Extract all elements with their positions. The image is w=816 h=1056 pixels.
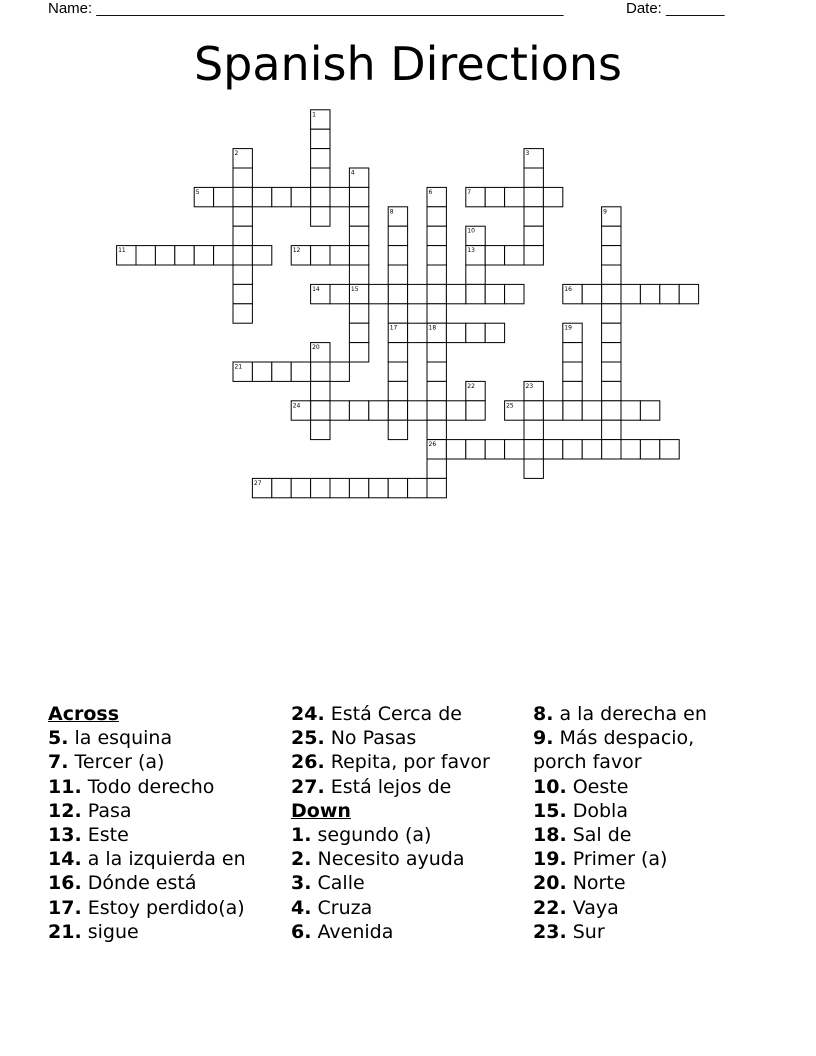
grid-clue-number: 20 [312, 344, 320, 352]
grid-cell[interactable] [427, 265, 446, 284]
grid-cell[interactable] [485, 187, 504, 206]
grid-cell[interactable] [194, 246, 213, 265]
grid-cell[interactable] [233, 226, 252, 245]
grid-clue-number: 7 [467, 188, 472, 196]
clue-across-26 [291, 750, 531, 774]
grid-cell[interactable] [252, 362, 271, 381]
grid-cell[interactable] [640, 440, 659, 459]
clue-text: Avenida [317, 920, 394, 943]
clue-number: 25. [291, 727, 325, 750]
clue-text: Está Cerca de [330, 703, 462, 725]
grid-cell[interactable] [369, 478, 388, 497]
grid-cell[interactable] [602, 362, 621, 381]
date-field-label[interactable]: Date: _______ [626, 0, 725, 17]
grid-cell[interactable] [524, 246, 543, 265]
grid-cell[interactable] [505, 246, 524, 265]
grid-cell[interactable] [563, 343, 582, 362]
clue-down-10 [533, 775, 773, 799]
grid-cell[interactable] [524, 420, 543, 439]
clue-number: 5. [48, 727, 69, 750]
grid-cell[interactable] [466, 440, 485, 459]
grid-cell[interactable] [582, 401, 601, 420]
grid-cell[interactable] [369, 284, 388, 303]
clue-down-1 [291, 823, 531, 847]
grid-cell[interactable] [291, 362, 310, 381]
grid-cell[interactable] [330, 478, 349, 497]
clue-number: 23. [533, 920, 567, 943]
grid-clue-number: 12 [292, 247, 301, 255]
grid-cell[interactable] [408, 284, 427, 303]
grid-cell[interactable] [233, 304, 252, 323]
grid-cell[interactable] [505, 187, 524, 206]
grid-cell[interactable] [602, 226, 621, 245]
grid-cell[interactable] [214, 246, 233, 265]
clue-number: 14. [48, 848, 82, 871]
clue-down-3 [291, 871, 531, 895]
grid-cell[interactable] [233, 265, 252, 284]
grid-cell[interactable] [408, 401, 427, 420]
grid-cell[interactable] [582, 284, 601, 303]
grid-cell[interactable] [272, 478, 291, 497]
grid-cell[interactable] [291, 478, 310, 497]
clue-text: a la izquierda en [87, 848, 246, 871]
grid-cell[interactable] [233, 284, 252, 303]
grid-cell[interactable] [602, 401, 621, 420]
grid-clue-number: 1 [312, 111, 316, 119]
clue-number: 9. [533, 727, 554, 750]
grid-clue-number: 27 [253, 479, 262, 487]
clue-down-15 [533, 799, 773, 823]
clue-across-24 [291, 702, 531, 726]
grid-clue-number: 19 [564, 324, 572, 332]
clue-down-20 [533, 871, 773, 895]
grid-cell[interactable] [621, 284, 640, 303]
grid-cell[interactable] [563, 401, 582, 420]
grid-clue-number: 18 [428, 324, 437, 332]
grid-cell[interactable] [602, 265, 621, 284]
clues-column-2 [291, 702, 531, 944]
clue-text: Está lejos de [330, 775, 452, 798]
clue-across-5 [48, 726, 288, 750]
grid-cell[interactable] [602, 323, 621, 342]
clue-text: Este [87, 824, 129, 847]
grid-cell[interactable] [563, 381, 582, 400]
clue-down-23 [533, 920, 773, 944]
grid-clue-number: 6 [428, 188, 433, 196]
grid-cell[interactable] [563, 362, 582, 381]
name-field-label[interactable]: Name: ________________________________________________________ [48, 0, 564, 17]
grid-cell[interactable] [388, 478, 407, 497]
grid-cell[interactable] [214, 187, 233, 206]
grid-cell[interactable] [640, 284, 659, 303]
grid-cell[interactable] [388, 362, 407, 381]
grid-cell[interactable] [311, 168, 330, 187]
clue-across-25 [291, 726, 531, 750]
grid-cell[interactable] [543, 187, 562, 206]
clue-text: Tercer (a) [74, 751, 165, 774]
grid-cell[interactable] [272, 362, 291, 381]
grid-cell[interactable] [388, 420, 407, 439]
clues-column-1 [48, 702, 288, 944]
grid-clue-number: 13 [467, 247, 475, 255]
grid-cell[interactable] [446, 401, 465, 420]
grid-clue-number: 22 [467, 382, 475, 390]
clue-number: 3. [291, 872, 312, 895]
grid-cell[interactable] [524, 226, 543, 245]
clue-text: Vaya [572, 896, 619, 919]
grid-cell[interactable] [388, 304, 407, 323]
grid-cell[interactable] [602, 246, 621, 265]
grid-cell[interactable] [524, 168, 543, 187]
clue-text: Dónde está [87, 872, 197, 895]
grid-cell[interactable] [311, 381, 330, 400]
grid-cell[interactable] [427, 284, 446, 303]
grid-clue-number: 3 [525, 150, 530, 158]
grid-clue-number: 4 [350, 169, 355, 177]
grid-cell[interactable] [485, 284, 504, 303]
grid-cell[interactable] [272, 187, 291, 206]
clues-column-3 [533, 702, 773, 944]
clue-text: la esquina [74, 727, 173, 750]
grid-cell[interactable] [466, 401, 485, 420]
clue-number: 16. [48, 872, 82, 895]
clue-number: 19. [533, 848, 567, 871]
grid-cell[interactable] [349, 246, 368, 265]
clue-text: Pasa [87, 799, 132, 822]
grid-clue-number: 25 [506, 402, 514, 410]
clue-number: 10. [533, 775, 567, 798]
grid-cell[interactable] [233, 246, 252, 265]
grid-cell[interactable] [505, 440, 524, 459]
grid-cell[interactable] [427, 362, 446, 381]
clue-number: 15. [533, 799, 567, 822]
clue-down-18 [533, 823, 773, 847]
clue-across-21 [48, 920, 288, 944]
grid-cell[interactable] [349, 226, 368, 245]
clue-number: 24. [291, 703, 325, 725]
grid-cell[interactable] [311, 420, 330, 439]
grid-cell[interactable] [602, 343, 621, 362]
grid-cell[interactable] [485, 323, 504, 342]
grid-cell[interactable] [349, 401, 368, 420]
down-heading: Down [291, 799, 351, 822]
clue-number: 7. [48, 751, 69, 774]
grid-cell[interactable] [311, 129, 330, 148]
grid-cell[interactable] [291, 187, 310, 206]
clue-text: Repita, por favor [330, 751, 490, 774]
clue-text: segundo (a) [317, 824, 432, 847]
grid-clue-number: 15 [350, 285, 359, 293]
grid-cell[interactable] [311, 478, 330, 497]
clue-text: Oeste [572, 775, 629, 798]
grid-cell[interactable] [679, 284, 698, 303]
clue-number: 13. [48, 824, 82, 847]
grid-cell[interactable] [524, 187, 543, 206]
grid-clue-number: 10 [467, 227, 475, 235]
grid-cell[interactable] [602, 420, 621, 439]
clue-number: 4. [291, 896, 312, 919]
grid-cell[interactable] [640, 401, 659, 420]
grid-clue-number: 9 [603, 208, 607, 216]
grid-cell[interactable] [621, 440, 640, 459]
grid-cell[interactable] [330, 246, 349, 265]
grid-clue-number: 16 [564, 285, 572, 293]
grid-clue-number: 14 [312, 285, 320, 293]
clue-text: Primer (a) [572, 848, 668, 871]
grid-cell[interactable] [349, 323, 368, 342]
grid-cell[interactable] [233, 187, 252, 206]
grid-cell[interactable] [524, 459, 543, 478]
clue-text: Todo derecho [87, 775, 215, 798]
grid-clue-number: 11 [118, 247, 126, 255]
clue-text: Calle [317, 872, 365, 895]
grid-cell[interactable] [408, 478, 427, 497]
grid-cell[interactable] [155, 246, 174, 265]
grid-cell[interactable] [485, 246, 504, 265]
grid-clue-number: 2 [234, 150, 239, 158]
grid-clue-number: 17 [389, 324, 398, 332]
grid-cell[interactable] [524, 440, 543, 459]
grid-cell[interactable] [311, 246, 330, 265]
grid-cell[interactable] [543, 401, 562, 420]
grid-cell[interactable] [136, 246, 155, 265]
clue-number: 26. [291, 751, 325, 774]
clue-number: 22. [533, 896, 567, 919]
grid-cell[interactable] [349, 304, 368, 323]
clue-text: Norte [572, 872, 626, 895]
grid-cell[interactable] [446, 284, 465, 303]
grid-cell[interactable] [175, 246, 194, 265]
grid-cell[interactable] [388, 284, 407, 303]
grid-cell[interactable] [349, 478, 368, 497]
grid-cell[interactable] [330, 187, 349, 206]
grid-cell[interactable] [349, 207, 368, 226]
grid-cell[interactable] [427, 207, 446, 226]
grid-cell[interactable] [388, 226, 407, 245]
clue-number: 21. [48, 920, 82, 943]
grid-cell[interactable] [602, 440, 621, 459]
grid-clue-number: 8 [389, 208, 394, 216]
clue-text: Sal de [572, 824, 632, 847]
clue-down-2 [291, 847, 531, 871]
grid-cell[interactable] [505, 284, 524, 303]
grid-cell[interactable] [582, 440, 601, 459]
clue-number: 12. [48, 799, 82, 822]
across-heading: Across [48, 703, 120, 725]
grid-cell[interactable] [233, 168, 252, 187]
grid-cell[interactable] [311, 149, 330, 168]
grid-cell[interactable] [369, 401, 388, 420]
grid-cell[interactable] [311, 401, 330, 420]
grid-cell[interactable] [660, 284, 679, 303]
grid-cell[interactable] [330, 362, 349, 381]
clue-across-7 [48, 750, 288, 774]
grid-cell[interactable] [388, 343, 407, 362]
clue-text: Estoy perdido(a) [87, 896, 245, 919]
clue-text: Más despacio, porch favor [533, 727, 695, 774]
clue-text: a la derecha en [559, 703, 707, 725]
grid-cell[interactable] [388, 265, 407, 284]
clue-text: Cruza [317, 896, 373, 919]
grid-clue-number: 26 [428, 441, 437, 449]
clue-number: 11. [48, 775, 82, 798]
grid-cell[interactable] [543, 440, 562, 459]
grid-clue-number: 21 [234, 363, 243, 371]
clue-number: 20. [533, 872, 567, 895]
clue-number: 2. [291, 848, 312, 871]
grid-cell[interactable] [408, 323, 427, 342]
clue-across-14 [48, 847, 288, 871]
clue-across-16 [48, 871, 288, 895]
clue-down-4 [291, 896, 531, 920]
grid-cell[interactable] [252, 246, 271, 265]
grid-cell[interactable] [252, 187, 271, 206]
grid-cell[interactable] [330, 284, 349, 303]
clue-text: sigue [87, 920, 139, 943]
grid-clue-number: 24 [292, 402, 301, 410]
grid-cell[interactable] [427, 459, 446, 478]
clue-down-9 [533, 726, 773, 774]
grid-cell[interactable] [602, 284, 621, 303]
grid-cell[interactable] [349, 265, 368, 284]
clue-text: Sur [572, 920, 605, 943]
clue-number: 1. [291, 824, 312, 847]
grid-clue-number: 5 [195, 188, 200, 196]
grid-cell[interactable] [427, 343, 446, 362]
grid-cell[interactable] [311, 207, 330, 226]
grid-cell[interactable] [349, 187, 368, 206]
grid-cell[interactable] [388, 381, 407, 400]
grid-cell[interactable] [427, 304, 446, 323]
clue-down-6 [291, 920, 531, 944]
grid-cell[interactable] [602, 381, 621, 400]
grid-cell[interactable] [427, 246, 446, 265]
grid-cell[interactable] [311, 187, 330, 206]
grid-cell[interactable] [602, 304, 621, 323]
clue-down-22 [533, 896, 773, 920]
grid-cell[interactable] [233, 207, 252, 226]
grid-cell[interactable] [427, 401, 446, 420]
clue-across-17 [48, 896, 288, 920]
grid-cell[interactable] [427, 478, 446, 497]
grid-cell[interactable] [330, 401, 349, 420]
clue-across-27 [291, 775, 531, 799]
grid-cell[interactable] [427, 226, 446, 245]
clue-number: 6. [291, 920, 312, 943]
grid-cell[interactable] [388, 246, 407, 265]
grid-cell[interactable] [388, 401, 407, 420]
grid-cell[interactable] [466, 265, 485, 284]
clue-number: 8. [533, 703, 554, 725]
clue-across-11 [48, 775, 288, 799]
clue-down-19 [533, 847, 773, 871]
clue-text: No Pasas [330, 727, 417, 750]
grid-cell[interactable] [466, 323, 485, 342]
grid-cell[interactable] [349, 343, 368, 362]
grid-cell[interactable] [446, 440, 465, 459]
grid-cell[interactable] [311, 362, 330, 381]
grid-cell[interactable] [524, 207, 543, 226]
clue-number: 27. [291, 775, 325, 798]
grid-cell[interactable] [621, 401, 640, 420]
grid-clue-number: 23 [525, 382, 534, 390]
page-title: Spanish Directions [193, 37, 623, 91]
clue-down-8 [533, 702, 773, 726]
grid-cell[interactable] [485, 440, 504, 459]
clue-across-13 [48, 823, 288, 847]
grid-cell[interactable] [524, 401, 543, 420]
grid-cell[interactable] [427, 420, 446, 439]
clue-number: 18. [533, 824, 567, 847]
grid-cell[interactable] [466, 284, 485, 303]
clue-text: Necesito ayuda [317, 848, 465, 871]
clue-text: Dobla [572, 799, 628, 822]
crossword-grid [0, 0, 816, 520]
clue-across-12 [48, 799, 288, 823]
grid-cell[interactable] [427, 381, 446, 400]
grid-cell[interactable] [446, 323, 465, 342]
grid-cell[interactable] [660, 440, 679, 459]
grid-cell[interactable] [563, 440, 582, 459]
clue-number: 17. [48, 896, 82, 919]
